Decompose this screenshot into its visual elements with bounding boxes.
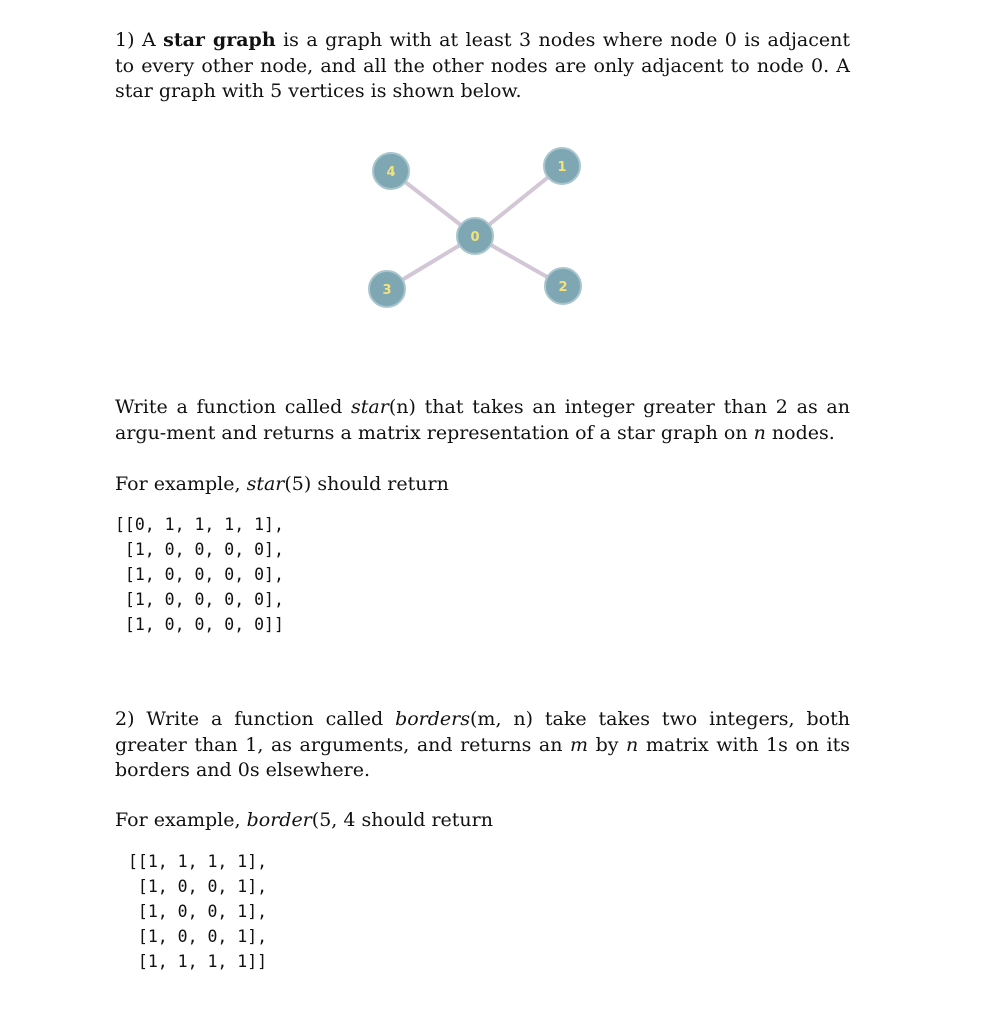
var-m: m (570, 733, 589, 756)
star-function-args: (n) (388, 396, 416, 418)
border-output-line: [1, 0, 0, 1], (137, 902, 268, 921)
example-text-before: For example, (115, 473, 241, 495)
problem2-text-before: Write a function called (146, 708, 384, 730)
var-n: n (626, 733, 639, 756)
node-label: 1 (557, 160, 567, 175)
border-example-output (128, 849, 267, 974)
problem1-word-a: A (141, 29, 156, 51)
task-text-mid: that takes an integer greater than 2 as an argu-ment and returns a matrix representation of a star graph on (115, 396, 850, 444)
star-example-output (115, 512, 284, 637)
task-text-before: Write a function called (115, 396, 343, 418)
graph-nodes (369, 148, 581, 307)
problem1-intro-text: is a graph with at least 3 nodes where node 0 is adjacent to every other node, and all the other nodes are only adjacent to node 0. A star graph with 5 vertices is shown below. (115, 29, 850, 102)
problem2-text-end: matrix with 1s on its borders and 0s elsewhere. (115, 733, 851, 781)
example2-func-args: (5, 4 (311, 809, 356, 831)
borders-function-args: (m, n) (470, 708, 534, 730)
example2-text-after: should return (361, 809, 493, 831)
star-output-line: [1, 0, 0, 0, 0], (124, 540, 284, 559)
border-output-line: [1, 1, 1, 1]] (128, 952, 268, 971)
star-output-line: [1, 0, 0, 0, 0], (124, 565, 284, 584)
star-output-line: [1, 0, 0, 0, 0]] (115, 615, 284, 634)
problem1-example-intro (115, 472, 850, 498)
node-2 (545, 268, 581, 304)
problem1-number: 1) (115, 29, 135, 51)
task-text-end: nodes. (771, 421, 835, 444)
node-4 (373, 153, 409, 189)
node-label: 0 (470, 230, 480, 245)
borders-function-name: borders (395, 708, 471, 730)
example2-func-name: border (246, 809, 312, 831)
problem2-example-intro (115, 808, 850, 834)
example-text-after: should return (317, 473, 449, 495)
border-output-line: [1, 0, 0, 1], (137, 877, 268, 896)
node-label: 4 (386, 165, 396, 180)
problem1-intro (115, 28, 850, 105)
node-1 (544, 148, 580, 184)
problem1-task (115, 395, 850, 446)
star-output-line: [[0, 1, 1, 1, 1], (115, 515, 284, 534)
star-output-line: [1, 0, 0, 0, 0], (124, 590, 284, 609)
node-label: 3 (382, 283, 392, 298)
star-graph-term: star graph (163, 29, 276, 51)
by-word: by (595, 733, 619, 756)
border-output-line: [1, 0, 0, 1], (137, 927, 268, 946)
example-func-args: (5) (284, 473, 312, 495)
example2-text-before: For example, (115, 809, 241, 831)
node-0 (457, 218, 493, 254)
problem2-number: 2) (115, 708, 135, 730)
star-function-name: star (351, 396, 389, 418)
task-var-n: n (753, 421, 766, 444)
node-label: 2 (558, 280, 568, 295)
problem2-text-mid: take takes two integers, both greater than 1, as arguments, and returns an (115, 708, 850, 756)
problem2-text (115, 707, 850, 784)
border-output-line: [[1, 1, 1, 1], (128, 852, 268, 871)
node-3 (369, 271, 405, 307)
star-graph-figure (345, 130, 605, 330)
example-func-name: star (246, 473, 285, 495)
